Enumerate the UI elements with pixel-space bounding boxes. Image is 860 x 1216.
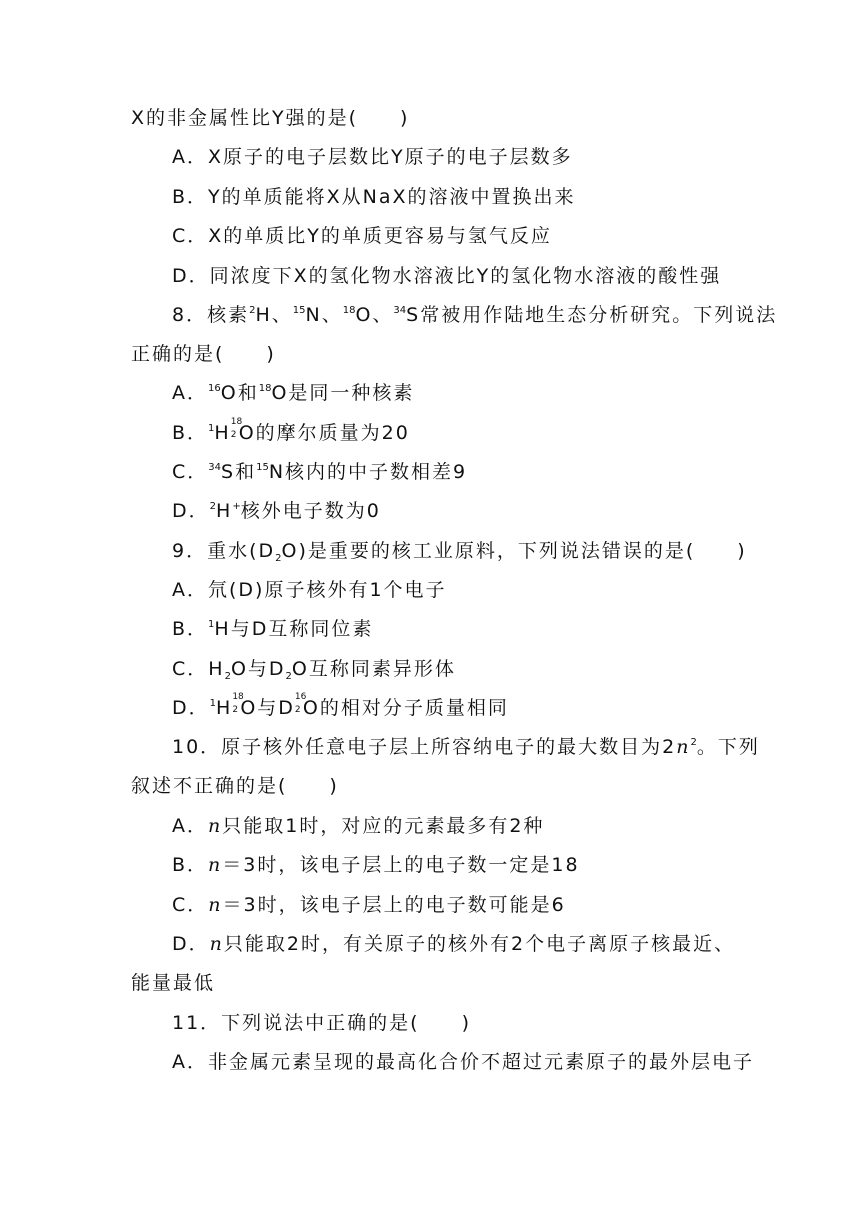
question-10-option-c: C．n＝3时，该电子层上的电子数可能是6	[172, 894, 566, 916]
question-8-stem: 8．核素$^2$H、$^{15}$N、$^{18}$O、$^{34}$S常被用作陆地生态分析研究。下列说法	[172, 304, 778, 326]
question-9-option-b: B．$^1$H与D互称同位素	[172, 618, 374, 640]
question-10-option-d-continued: 能量最低	[131, 972, 216, 994]
question-8-stem-continued: 正确的是( )	[131, 343, 276, 365]
question-8-option-c: C．$^{34}$S和$^{15}$N核内的中子数相差9	[172, 461, 468, 483]
question-10-option-b: B．n＝3时，该电子层上的电子数一定是18	[172, 854, 580, 876]
question-10-option-d: D．n只能取2时，有关原子的核外有2个电子离原子核最近、	[172, 933, 736, 955]
question-7-option-c: C．X的单质比Y的单质更容易与氢气反应	[172, 225, 552, 247]
question-7-stem-tail: X的非金属性比Y强的是( )	[131, 107, 410, 129]
question-8-option-a: A．$^{16}$O和$^{18}$O是同一种核素	[172, 382, 415, 404]
question-10-stem-continued: 叙述不正确的是( )	[131, 775, 339, 797]
question-9-option-a: A．氘(D)原子核外有1个电子	[172, 579, 447, 601]
question-10-stem: 10．原子核外任意电子层上所容纳电子的最大数目为$2n^2$。下列	[172, 736, 760, 758]
question-9-option-c: C．$H_2O$与$D_2O$互称同素异形体	[172, 658, 456, 682]
question-8-option-b: B．$^1$H 18 2 O的摩尔质量为20	[172, 417, 410, 444]
question-9-option-d: D．$^1$H 18 2 O与D 16 2 O的相对分子质量相同	[172, 692, 509, 719]
question-10-option-a: A．n只能取1时，对应的元素最多有2种	[172, 815, 545, 837]
question-11-stem: 11．下列说法中正确的是( )	[172, 1012, 472, 1034]
question-8-option-d: D．$^2$H+核外电子数为0	[172, 500, 381, 522]
question-7-option-d: D．同浓度下X的氢化物水溶液比Y的氢化物水溶液的酸性强	[172, 265, 722, 287]
question-11-option-a: A．非金属元素呈现的最高化合价不超过元素原子的最外层电子	[172, 1051, 754, 1073]
question-9-stem: 9．重水$(D_2O)$是重要的核工业原料，下列说法错误的是( )	[172, 540, 747, 564]
question-7-option-b: B．Y的单质能将X从NaX的溶液中置换出来	[172, 186, 576, 208]
question-7-option-a: A．X原子的电子层数比Y原子的电子层数多	[172, 146, 573, 168]
